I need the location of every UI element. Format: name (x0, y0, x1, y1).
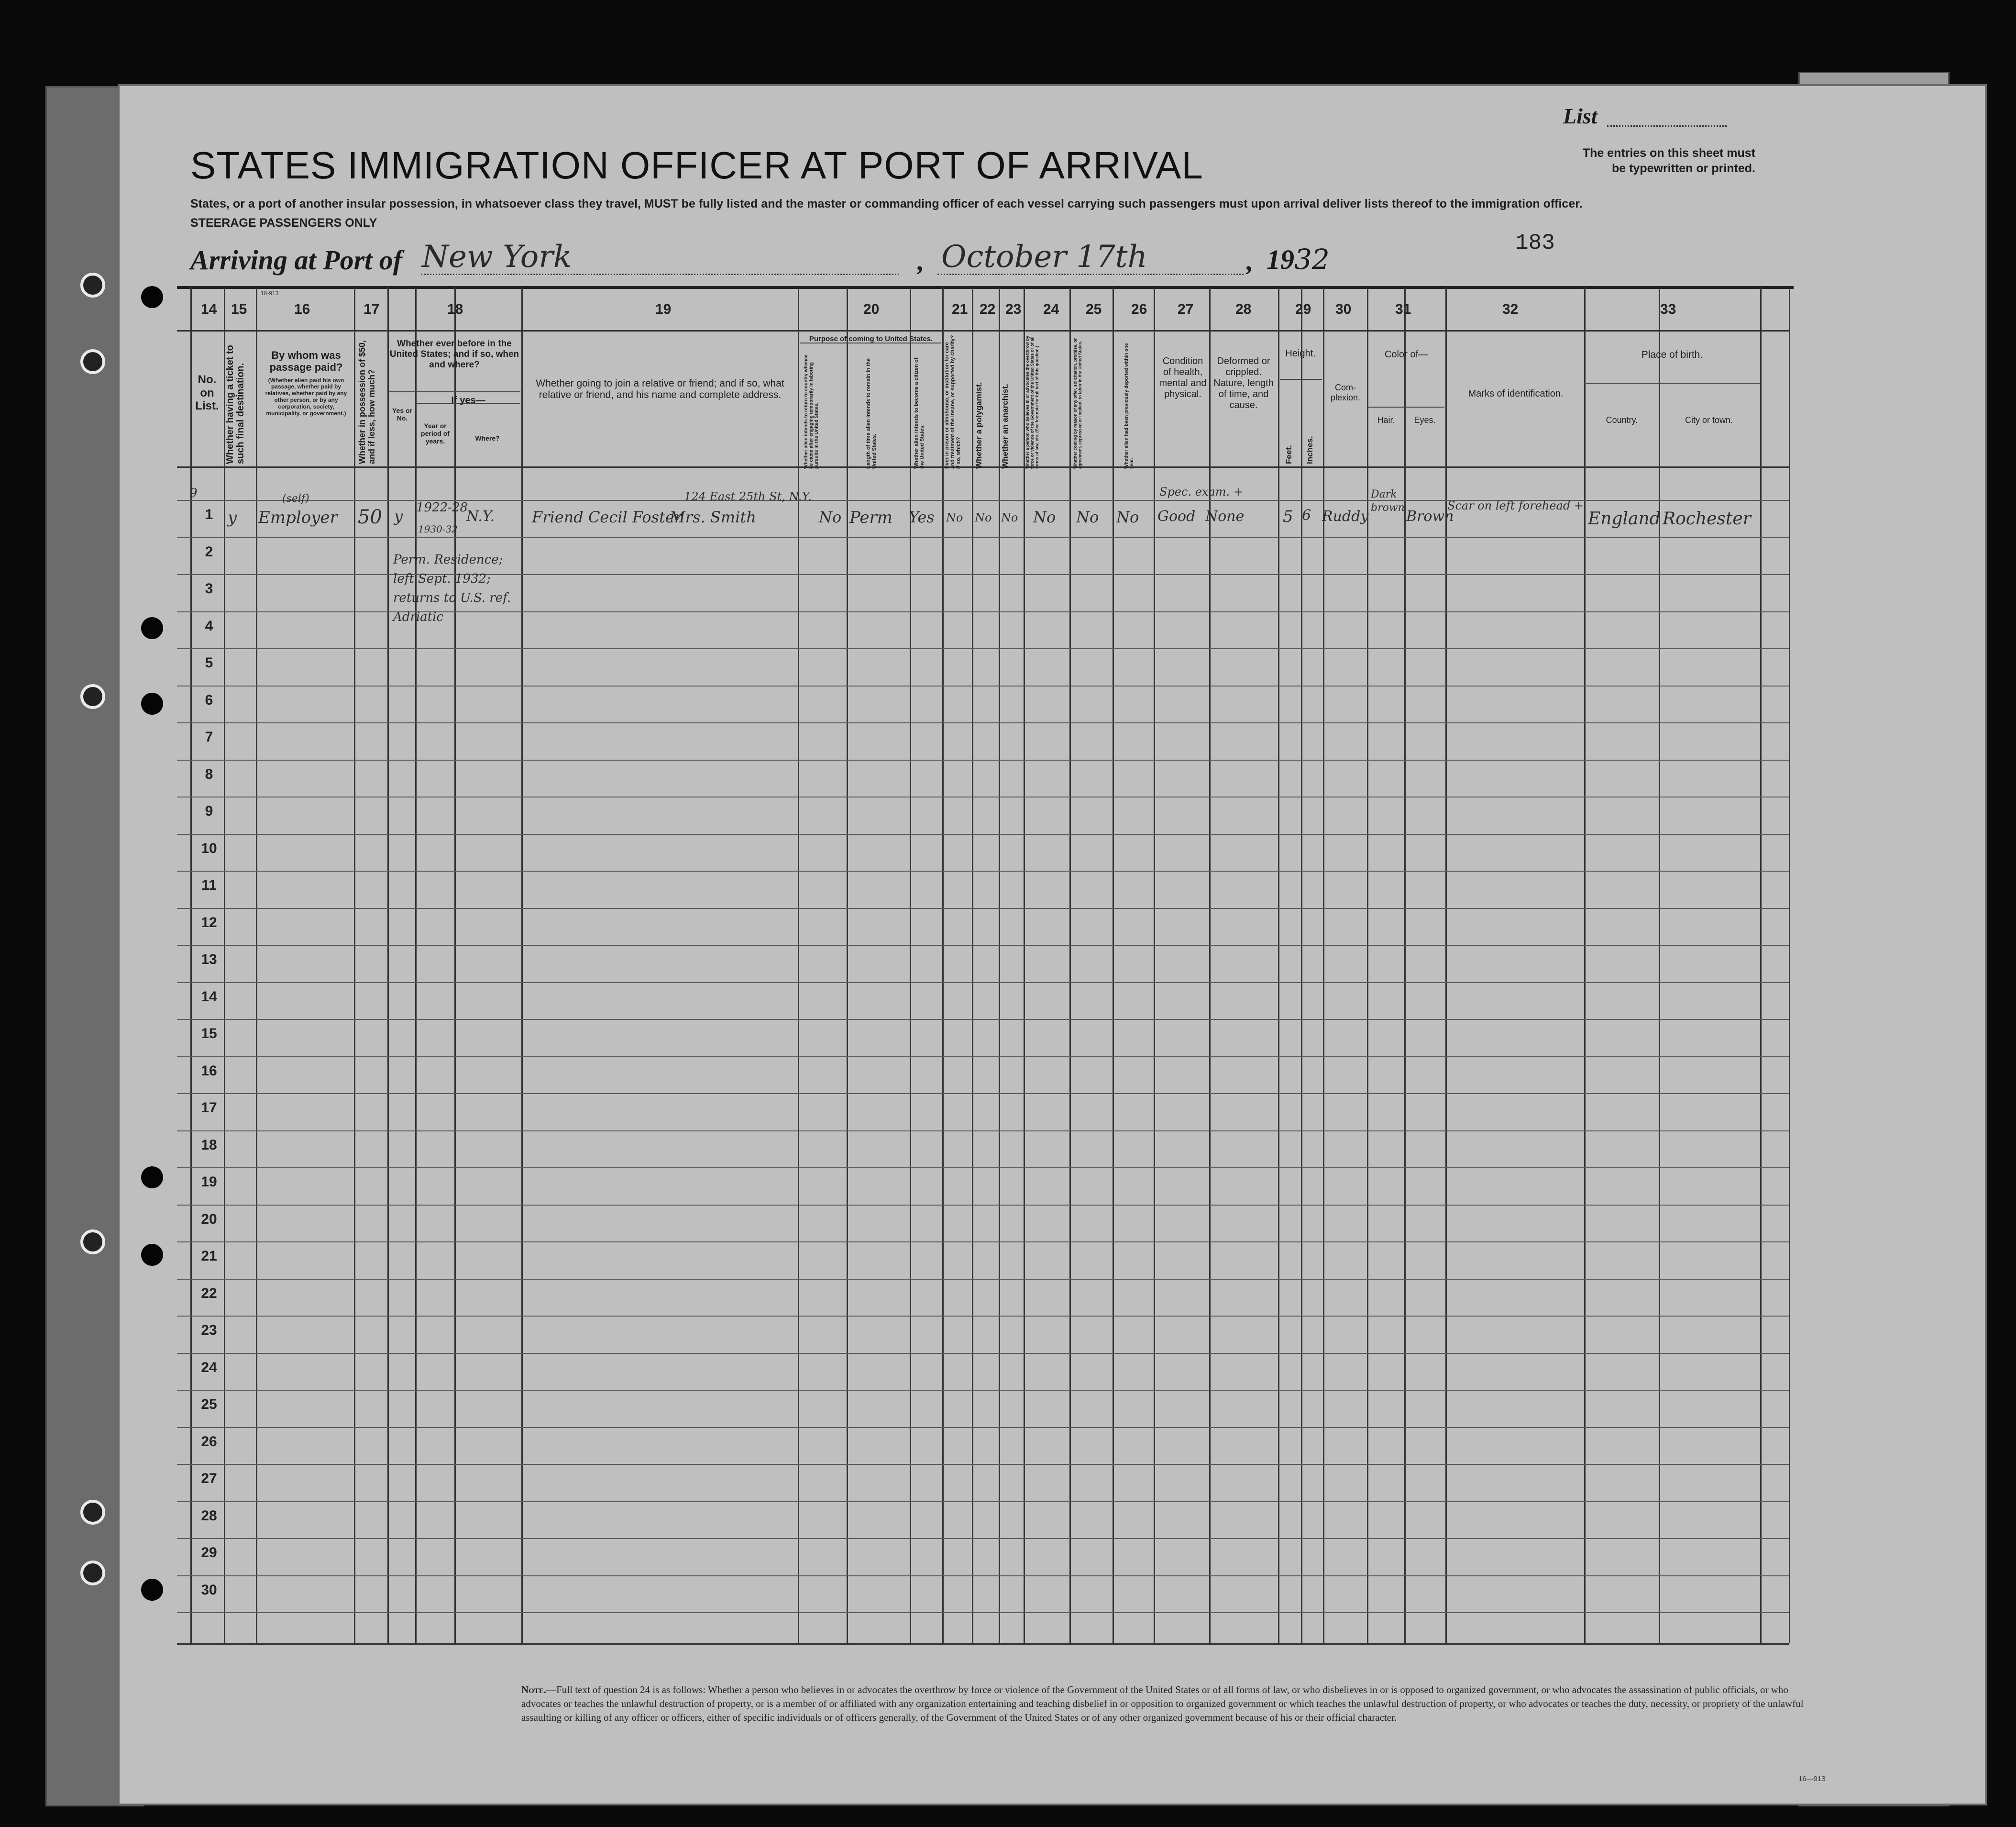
header-sub-rule (1280, 379, 1322, 380)
binder-hole (141, 617, 163, 639)
entry-join-name: Mrs. Smith (670, 508, 756, 526)
row-number: 14 (201, 988, 217, 1005)
port-handwritten: New York (422, 239, 572, 275)
column-divider (354, 287, 355, 1643)
entry-complexion: Ruddy (1322, 508, 1369, 525)
binder-ring (80, 1229, 105, 1254)
row-line (177, 1390, 1789, 1391)
row-line (177, 1501, 1789, 1502)
column-number: 22 (980, 301, 996, 317)
entry-eyes: Brown (1406, 508, 1454, 525)
header-prison: Ever in prison or almshouse, or institution for care and treatment of the insane, or supported by charity? If so, which? (944, 335, 962, 469)
row-number: 5 (205, 655, 213, 671)
form-code: 16-913 (261, 290, 279, 297)
row-number: 9 (205, 803, 213, 819)
binder-ring (80, 1561, 105, 1585)
header-sub-rule (388, 391, 520, 392)
row-line (177, 1241, 1789, 1242)
column-divider (1301, 287, 1302, 1643)
row-line (177, 686, 1789, 687)
header-health: Condition of health, mental and physical. (1159, 356, 1207, 399)
entry-join-address: 124 East 25th St, N.Y. (684, 490, 812, 503)
entry-prior-yes: y (394, 507, 403, 525)
row-line (177, 1167, 1789, 1168)
row-number: 2 (205, 543, 213, 560)
form-title: STATES IMMIGRATION OFFICER AT PORT OF ARRIVAL (190, 144, 1203, 187)
header-country: Country. (1606, 415, 1638, 425)
entry-join-relative: Friend Cecil Foster (532, 508, 682, 526)
row-line (177, 1353, 1789, 1354)
column-divider (1323, 287, 1324, 1643)
row-line (177, 1464, 1789, 1465)
row-line (177, 945, 1789, 946)
header-where: Where? (475, 434, 500, 442)
header-return-intent: Whether alien intends to return to country whence he came after engaging temporarily in laboring pursuits in the United States. (804, 354, 819, 469)
header-prior-visit: Whether ever before in the United States; and if so, when and where? (389, 339, 519, 370)
column-divider (1584, 287, 1586, 1643)
header-place-of-birth: Place of birth. (1641, 349, 1703, 360)
column-number: 32 (1502, 301, 1519, 317)
date-line (937, 274, 1244, 275)
entry-passage-note: (self) (282, 493, 309, 505)
header-passage-paid-title: By whom was passage paid? (269, 349, 343, 374)
header-feet: Feet. (1284, 445, 1293, 464)
column-divider (1278, 287, 1279, 1643)
column-divider (415, 287, 417, 1643)
row-number: 28 (201, 1507, 217, 1524)
binder-ring (80, 273, 105, 298)
column-divider (1069, 287, 1071, 1643)
header-rule (177, 286, 1794, 289)
footnote-code: 16—913 (1798, 1775, 1826, 1783)
year-field (1267, 243, 1330, 276)
row-line (177, 1316, 1789, 1317)
header-ticket: Whether having a ticket to such final destination. (225, 345, 246, 464)
comma: , (1245, 247, 1252, 277)
column-divider (1367, 287, 1368, 1643)
column-divider (1113, 287, 1114, 1643)
row-number: 11 (201, 877, 217, 893)
steerage-label: STEERAGE PASSENGERS ONLY (190, 216, 377, 230)
header-deformed: Deformed or crippled. Nature, length of time, and cause. (1213, 356, 1274, 410)
column-divider (1445, 287, 1447, 1643)
entry-polygamist: No (975, 511, 992, 524)
binder-ring (80, 684, 105, 709)
year-prefix: 19 (1267, 244, 1294, 275)
row-line (177, 1019, 1789, 1020)
row-number: 21 (201, 1248, 217, 1264)
header-city: City or town. (1685, 415, 1733, 425)
entry-marks: Scar on left forehead + (1447, 499, 1584, 512)
binder-ring (80, 1500, 105, 1525)
form-instruction: States, or a port of another insular possession, in whatsoever class they travel, MUST be fully listed and the master or commanding officer of each vessel carrying such passengers must upon arrival deliver lists thereof to the immigration officer. (190, 197, 1583, 210)
column-divider (1659, 287, 1660, 1643)
column-divider (847, 287, 848, 1643)
header-no-on-list: No. on List. (195, 373, 219, 413)
binder-hole (141, 693, 163, 715)
table-bottom-rule (177, 1643, 1789, 1645)
row-line (177, 1205, 1789, 1206)
column-number: 16 (294, 301, 310, 317)
header-passage-paid (261, 349, 352, 417)
row-number: 12 (201, 914, 217, 930)
column-divider (1404, 287, 1406, 1643)
row-number: 25 (201, 1396, 217, 1412)
column-divider (256, 287, 257, 1643)
header-money: Whether in possession of $50, and if less, how much? (357, 340, 376, 464)
row-line (177, 1130, 1789, 1131)
footnote-text: —Full text of question 24 is as follows: Whether a person who believes in or advocates the overthrow by force or violence of the Government of the United States or of all forms of law, or who disbelieves in or is opposed to organized government, or who advocates the assassination of public officials, or who advocates or teaches the unlawful destruction of property, or is a member of or affiliated with any organization entertaining and teaching disbelief in or opposition to organized government or which teaches the unlawful destruction of property, or who advocates or teaches the duty, necessity, or propriety of the unlawful assaulting or killing of any officer or officers, either of specific individuals or of officers generally, of the Government of the United States or of any other organized government because of his or their official character. (521, 1684, 1804, 1723)
header-yes-no: Yes or No. (392, 407, 413, 422)
header-marks: Marks of identification. (1468, 388, 1564, 399)
header-hair: Hair. (1377, 415, 1395, 425)
entry-prior-years-2: 1930-32 (418, 523, 458, 535)
entry-q24: No (1033, 508, 1056, 526)
entries-note: The entries on this sheet must be typewritten or printed. (1582, 146, 1755, 175)
header-stay-length: Length of time alien intends to remain in the United States. (866, 358, 878, 469)
entry-health-note: Spec. exam. + (1159, 485, 1243, 498)
header-citizen-intent: Whether alien intends to become a citizen of the United States. (914, 357, 925, 469)
row-number: 18 (201, 1137, 217, 1153)
column-divider (454, 287, 456, 1643)
header-if-yes: If yes— (451, 395, 485, 406)
sheet-number: 183 (1515, 231, 1555, 255)
row-line (177, 1575, 1789, 1576)
row-line (177, 834, 1789, 835)
row-line (177, 908, 1789, 909)
header-rule-line (177, 330, 1789, 332)
row-line (177, 1612, 1789, 1613)
entry-feet: 5 (1283, 507, 1293, 526)
row-number: 29 (201, 1545, 217, 1561)
column-number: 25 (1086, 301, 1102, 317)
entry-citizen: Yes (909, 508, 935, 526)
row-number: 13 (201, 952, 217, 967)
column-divider (1760, 287, 1762, 1643)
list-line (1607, 125, 1727, 127)
entry-anarchist: No (1001, 511, 1018, 524)
arriving-label: Arriving at Port of (190, 244, 403, 276)
entry-return-intent: No (819, 508, 842, 526)
column-number: 30 (1335, 301, 1352, 317)
row-line (177, 537, 1789, 538)
footnote-label: Note. (521, 1684, 547, 1695)
column-divider (224, 287, 225, 1643)
year-suffix: 32 (1294, 243, 1330, 276)
binder-hole (141, 286, 163, 308)
column-number: 28 (1235, 301, 1252, 317)
column-number: 19 (655, 301, 672, 317)
column-number: 21 (952, 301, 968, 317)
header-anarchist: Whether an anarchist. (1001, 384, 1010, 469)
row-marker: 9 (189, 486, 198, 500)
column-divider (521, 287, 523, 1643)
row-line (177, 1427, 1789, 1428)
entry-stay-length: Perm (849, 508, 892, 527)
entry-inches: 6 (1302, 507, 1311, 524)
entry-money: 50 (358, 506, 382, 528)
header-complexion: Com-plexion. (1330, 383, 1361, 402)
column-divider (972, 287, 973, 1643)
row-number: 10 (201, 840, 217, 856)
column-number: 20 (863, 301, 880, 317)
header-polygamist: Whether a polygamist. (974, 382, 983, 469)
entry-health: Good (1157, 508, 1196, 525)
port-line (421, 274, 899, 275)
row-line (177, 648, 1789, 649)
date-handwritten: October 17th (941, 239, 1147, 275)
binder-ring (80, 349, 105, 374)
row-number: 20 (201, 1211, 217, 1227)
binder-hole (141, 1579, 163, 1601)
header-sub-rule (1368, 407, 1444, 408)
row-line (177, 982, 1789, 983)
header-contract-labor: Whether coming by reason of any offer, solicitation, promise, or agreement, expressed or implied, to labor in the United States. (1073, 338, 1082, 469)
header-color-of: Color of— (1384, 349, 1428, 360)
entry-prison: No (946, 511, 963, 524)
row-line (177, 722, 1789, 723)
column-divider (1024, 287, 1025, 1643)
row-number: 19 (201, 1174, 217, 1190)
row-line (177, 1093, 1789, 1094)
column-divider (1789, 287, 1790, 1643)
row-number: 27 (201, 1471, 217, 1486)
header-years: Year or period of years. (421, 422, 450, 445)
row-number: 24 (201, 1359, 217, 1375)
column-divider (942, 287, 944, 1643)
column-number: 14 (201, 301, 217, 317)
entry-passage-paid: Employer (258, 508, 338, 527)
column-number: 23 (1005, 301, 1022, 317)
column-number: 27 (1178, 301, 1194, 317)
header-join: Whether going to join a relative or friend; and if so, what relative or friend, and his name and complete address. (536, 378, 784, 401)
binder-hole (141, 1166, 163, 1188)
footnote (521, 1683, 1813, 1725)
column-number: 33 (1660, 301, 1676, 317)
column-number: 24 (1043, 301, 1059, 317)
column-number: 15 (231, 301, 247, 317)
entry-prior-years: 1922-28 (416, 500, 468, 515)
row-number: 30 (201, 1582, 217, 1598)
header-q24: Whether a person who believes in or advocates the overthrow by force or violence of the Government of the United States or of all forms of law, etc. (See footnote for full text of this question.) (1025, 335, 1039, 469)
list-label: List (1563, 104, 1597, 128)
entry-country: England (1588, 509, 1661, 529)
entry-prior-where: N.Y. (466, 508, 495, 525)
column-number: 26 (1131, 301, 1147, 317)
header-sub-rule (1586, 383, 1760, 384)
comma: , (916, 247, 923, 277)
row-number: 8 (205, 766, 213, 782)
row-line (177, 760, 1789, 761)
row-number: 22 (201, 1285, 217, 1301)
row-number: 16 (201, 1063, 217, 1079)
entry-deported: No (1116, 508, 1139, 526)
row-line (177, 1056, 1789, 1057)
header-deported: Whether alien had been previously deported within one year. (1124, 343, 1135, 469)
row-number: 6 (205, 692, 213, 708)
entry-city: Rochester (1663, 509, 1751, 529)
row-number: 23 (201, 1322, 217, 1338)
column-number: 18 (447, 301, 463, 317)
column-divider (910, 287, 911, 1643)
entry-ticket: y (228, 508, 237, 527)
entry-deformed: None (1205, 508, 1245, 525)
row-line (177, 1279, 1789, 1280)
header-purpose: Purpose of coming to United States. (809, 335, 933, 343)
row-number: 1 (205, 507, 213, 522)
entry-prior-note: Perm. Residence; left Sept. 1932; returns to U.S. ref. Adriatic (393, 553, 511, 624)
row-number: 17 (201, 1100, 217, 1116)
row-number: 15 (201, 1026, 217, 1041)
column-divider (999, 287, 1000, 1643)
binder-hole (141, 1244, 163, 1266)
row-number: 26 (201, 1433, 217, 1450)
entry-hair: Dark brown (1371, 488, 1405, 514)
column-divider (1154, 287, 1155, 1643)
header-height: Height. (1285, 348, 1316, 359)
row-line (177, 1538, 1789, 1539)
row-number: 7 (205, 729, 213, 745)
column-number: 17 (364, 301, 380, 317)
header-eyes: Eyes. (1414, 415, 1436, 425)
column-number: 29 (1295, 301, 1311, 317)
entry-contract-labor: No (1076, 508, 1099, 526)
row-line (177, 871, 1789, 872)
column-divider (387, 287, 389, 1643)
row-number: 4 (205, 618, 213, 634)
header-inches: Inches. (1305, 436, 1314, 464)
header-passage-paid-sub: (Whether alien paid his own passage, whether paid by relatives, whether paid by any other person, or by any corporation, society, municipality, or government.) (265, 376, 347, 417)
row-number: 3 (205, 581, 213, 597)
column-number: 31 (1395, 301, 1411, 317)
